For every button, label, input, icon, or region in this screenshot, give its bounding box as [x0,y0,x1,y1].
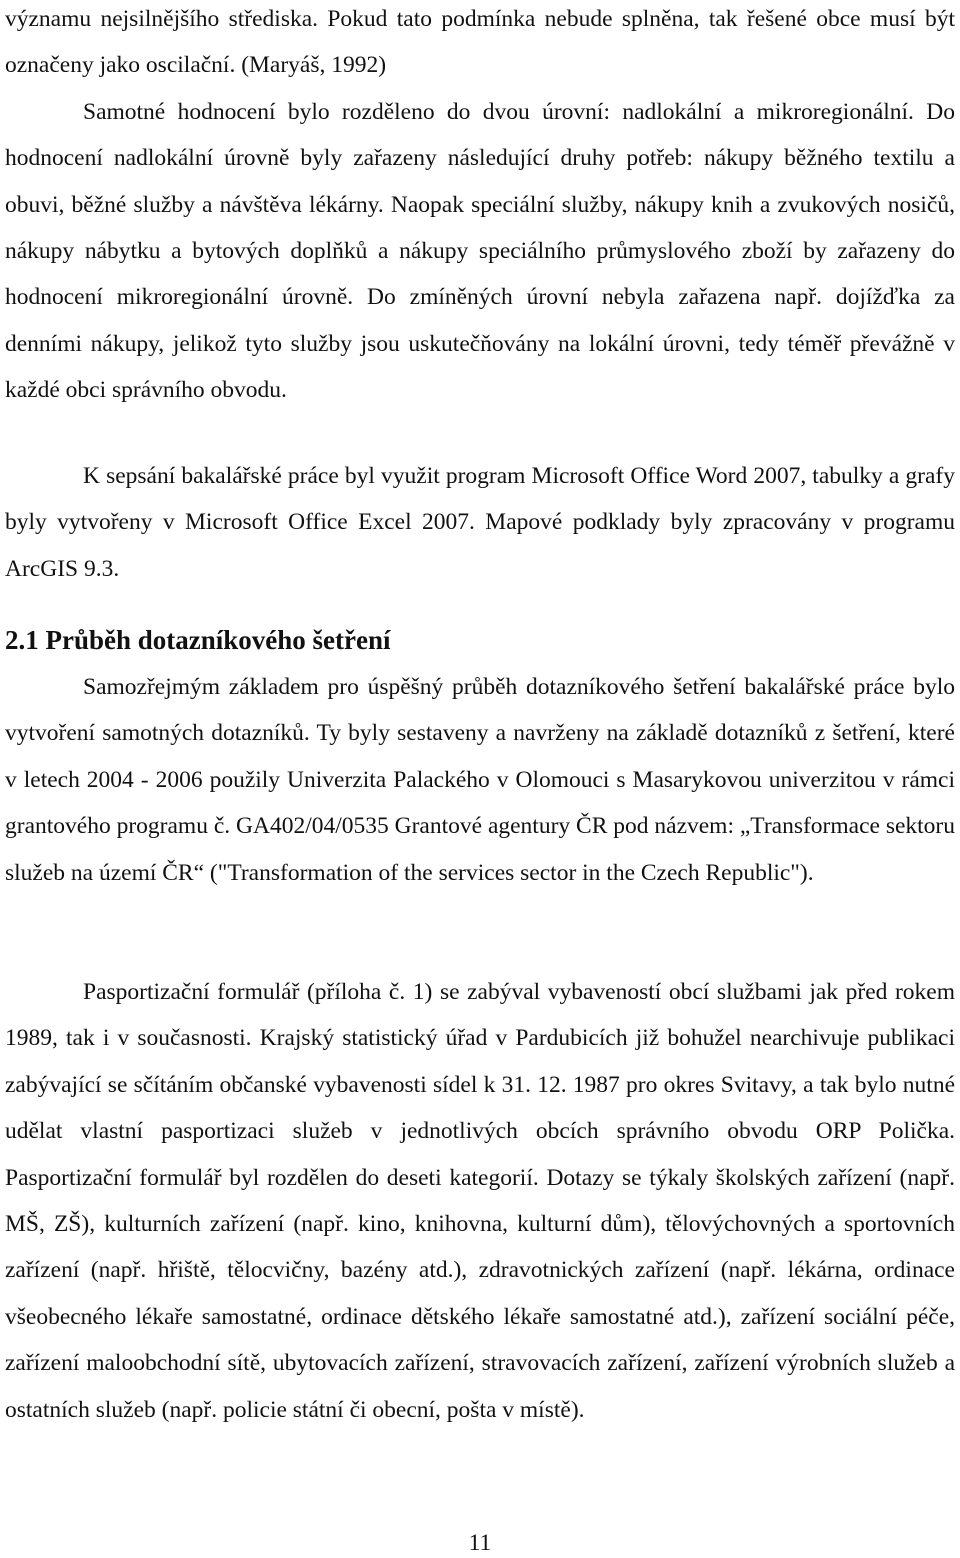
paragraph-intro: významu nejsilnějšího střediska. Pokud tato podmínka nebude splněna, tak řešené obce musí být označeny jako oscilační. (Maryáš, 1992) [5,6,955,79]
paragraph-form: Pasportizační formulář (příloha č. 1) se zabýval vybaveností obcí službami jak před rokem 1989, tak i v současnosti. Krajský statistický úřad v Pardubicích již bohužel nearchivuje publikaci zabývající se sčítáním občanské vybavenosti sídel k 31. 12. 1987 pro okres Svitavy, a tak bylo nutné udělat vlastní pasportizaci služeb v jednotlivých obcích správního obvodu ORP Polička. Pasportizační formulář byl rozdělen do deseti kategorií. Dotazy se týkaly školských zařízení (např. MŠ, ZŠ), kulturních zařízení (např. kino, knihovna, kulturní dům), tělovýchovných a sportovních zařízení (např. hřiště, tělocvičny, bazény atd.), zdravotnických zařízení (např. lékárna, ordinace všeobecného lékaře samostatné, ordinace dětského lékaře samostatné atd.), zařízení sociální péče, zařízení maloobchodní sítě, ubytovacích zařízení, stravovacích zařízení, zařízení výrobních služeb a ostatních služeb (např. policie státní či obecní, pošta v místě). [5,979,955,1423]
section-heading: 2.1 Průběh dotazníkového šetření [5,625,391,655]
software-block [5,453,955,592]
form-block [5,969,955,1433]
paragraph-survey: Samozřejmým základem pro úspěšný průběh dotazníkového šetření bakalářské práce bylo vytvoření samotných dotazníků. Ty byly sestaveny a navrženy na základě dotazníků z šetření, které v letech 2004 - 2006 použily Univerzita Palackého v Olomouci s Masarykovou univerzitou v rámci grantového programu č. GA402/04/0535 Grantové agentury ČR pod názvem: „Transformace sektoru služeb na území ČR“ ("Transformation of the services sector in the Czech Republic"). [5,674,955,886]
paragraph-evaluation: Samotné hodnocení bylo rozděleno do dvou úrovní: nadlokální a mikroregionální. Do hodnocení nadlokální úrovně byly zařazeny následující druhy potřeb: nákupy běžného textilu a obuvi, běžné služby a návštěva lékárny. Naopak speciální služby, nákupy knih a zvukových nosičů, nákupy nábytku a bytových doplňků a nákupy speciálního průmyslového zboží by zařazeny do hodnocení mikroregionální úrovně. Do zmíněných úrovní nebyla zařazena např. dojížďka za denními nákupy, jelikož tyto služby jsou uskutečňovány na lokální úrovni, tedy téměř převážně v každé obci správního obvodu. [5,98,955,404]
page-number: 11 [468,1530,492,1556]
paragraph-software: K sepsání bakalářské práce byl využit program Microsoft Office Word 2007, tabulky a grafy byly vytvořeny v Microsoft Office Excel 2007. Mapové podklady byly zpracovány v programu ArcGIS 9.3. [5,463,955,582]
survey-block [5,664,955,896]
intro-block [5,0,955,414]
